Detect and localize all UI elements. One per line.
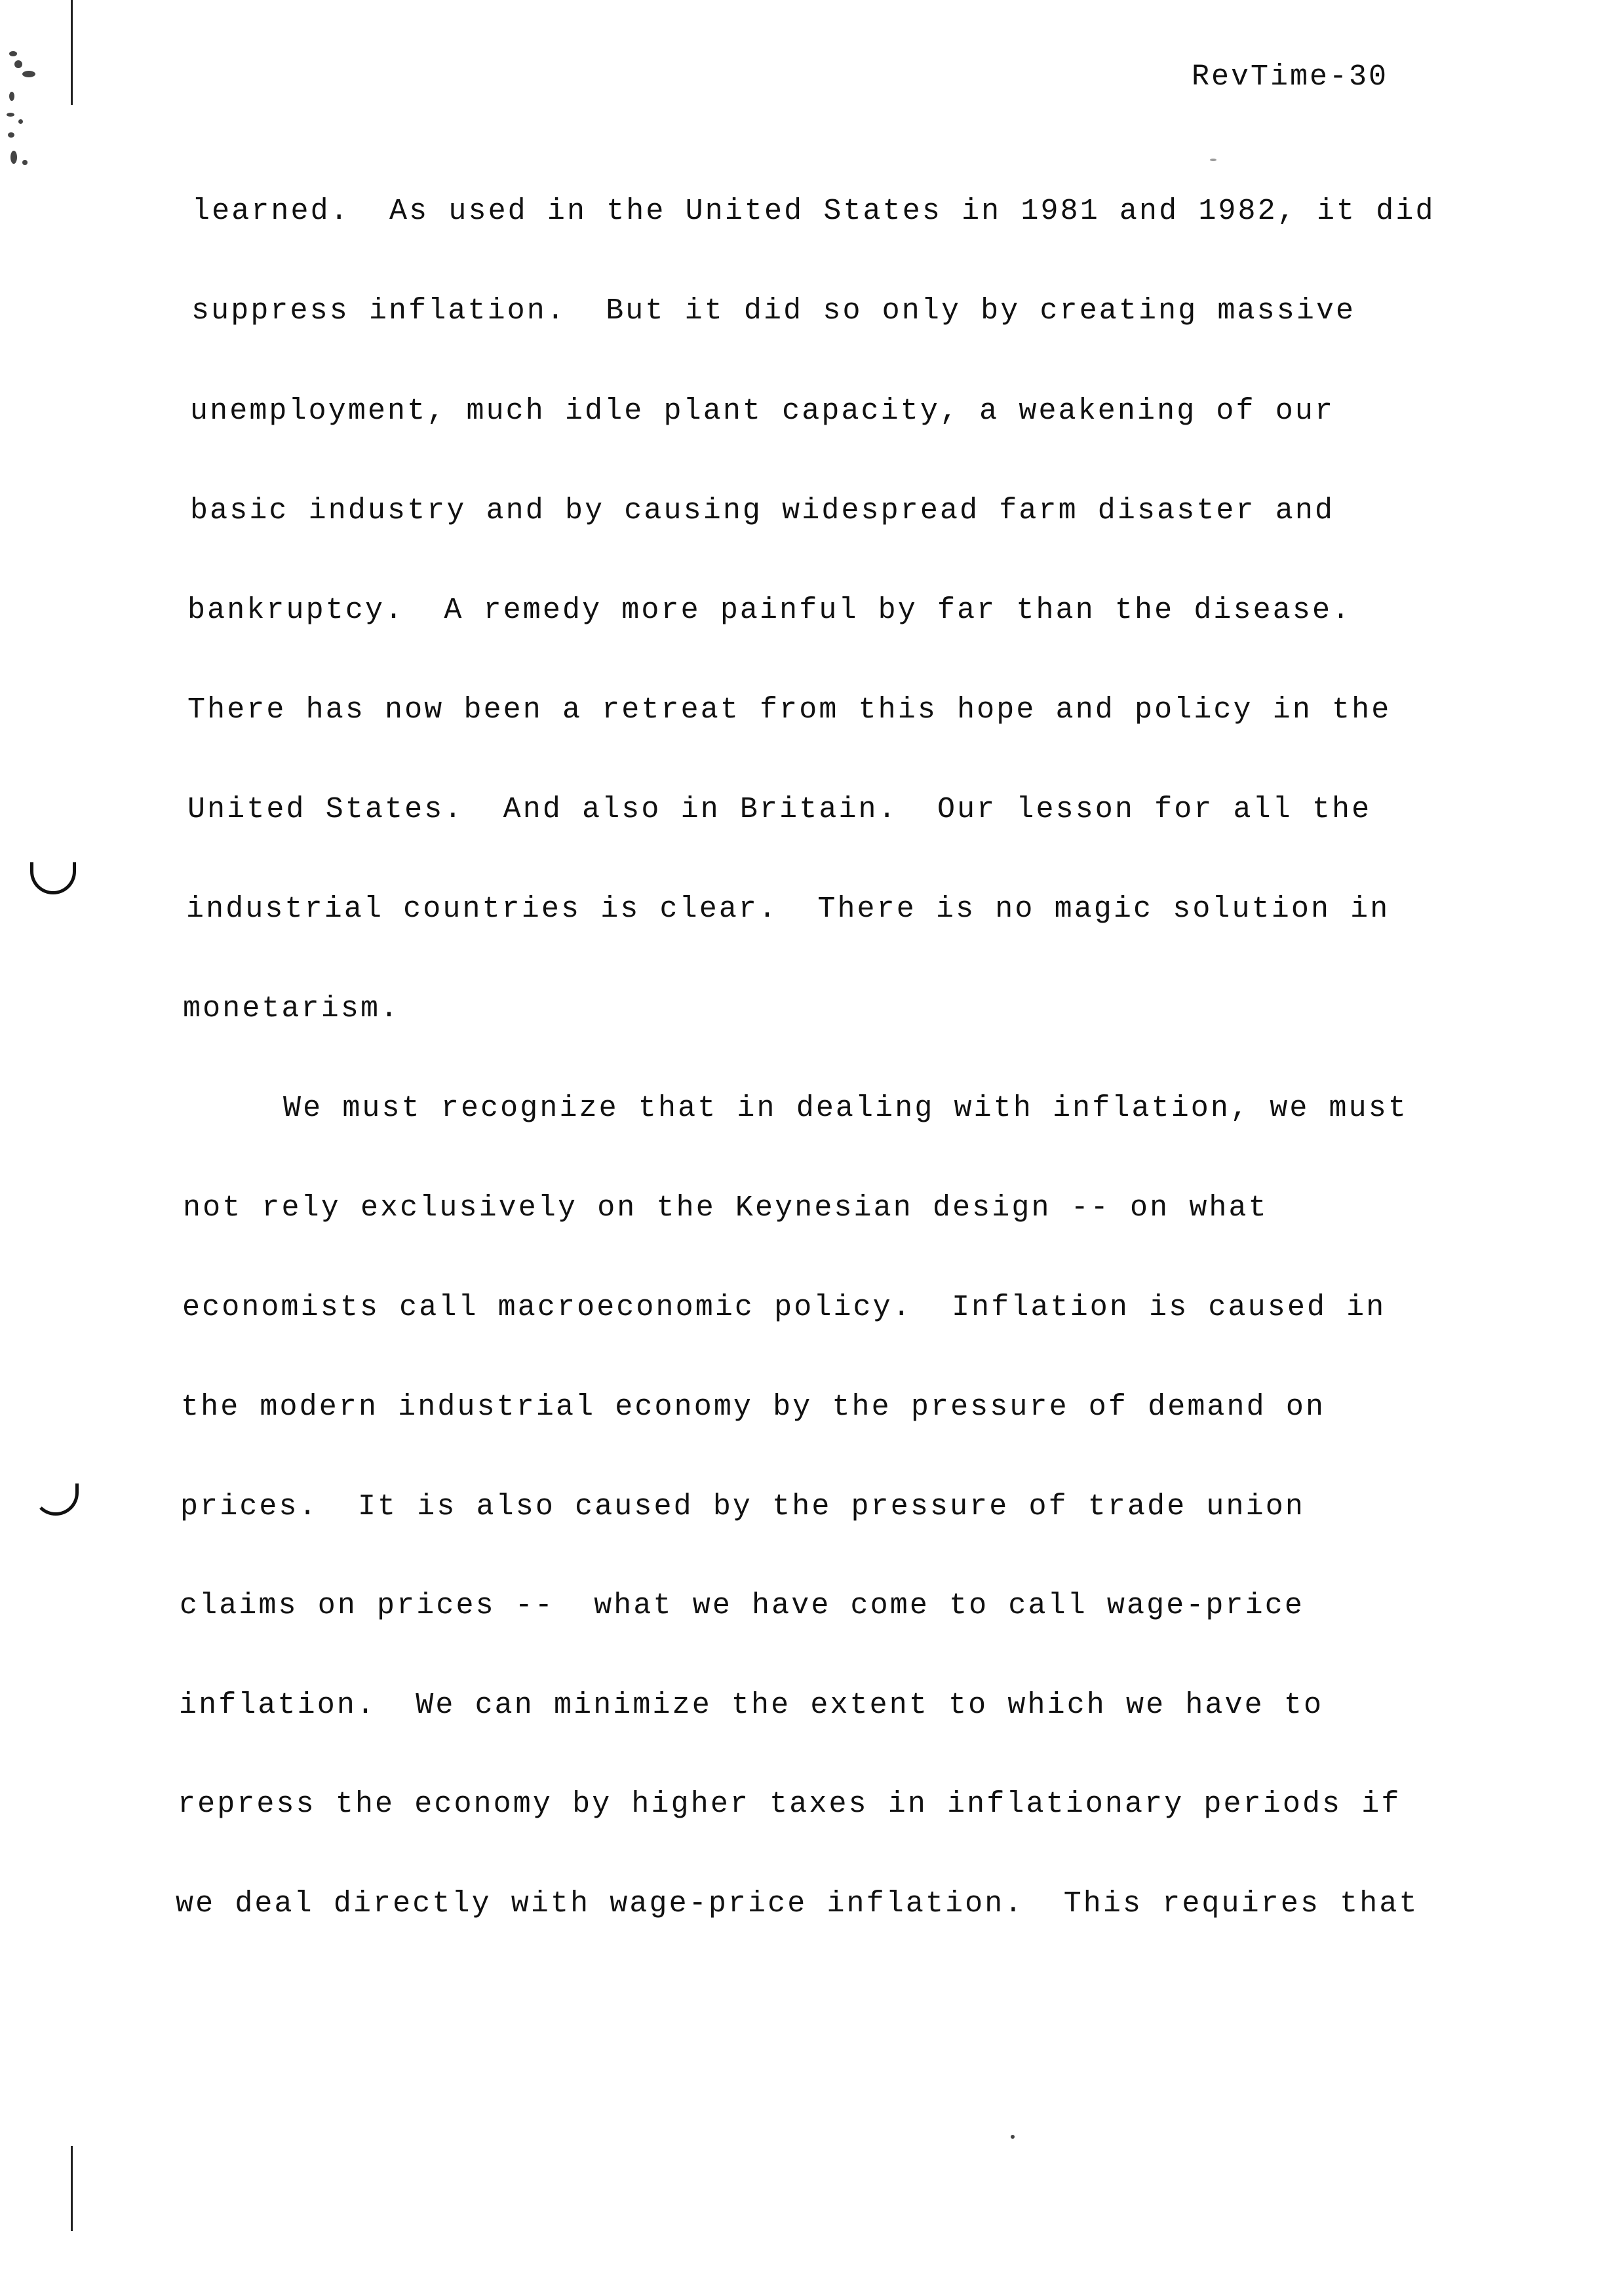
text-line: claims on prices -- what we have come to call wage-price <box>180 1589 1304 1622</box>
text-line: prices. It is also caused by the pressure of trade union <box>180 1490 1305 1523</box>
margin-smudge <box>9 51 17 56</box>
text-line: repress the economy by higher taxes in inflationary periods if <box>178 1788 1401 1821</box>
margin-smudge <box>22 160 28 165</box>
text-line: bankruptcy. A remedy more painful by far than the disease. <box>187 594 1352 627</box>
binder-edge-top <box>71 0 73 105</box>
text-line: United States. And also in Britain. Our lesson for all the <box>187 793 1372 826</box>
text-line: There has now been a retreat from this hope and policy in the <box>187 693 1391 727</box>
binder-edge-bottom <box>71 2146 73 2231</box>
margin-smudge <box>8 132 14 138</box>
margin-smudge <box>14 60 22 68</box>
staple-hole-mark <box>30 862 76 894</box>
text-line: suppress inflation. But it did so only by creating massive <box>191 294 1356 328</box>
text-line: not rely exclusively on the Keynesian design -- on what <box>183 1191 1268 1225</box>
text-line: economists call macroeconomic policy. Inflation is caused in <box>182 1291 1386 1324</box>
page-speck <box>1011 2135 1015 2139</box>
text-line: monetarism. <box>183 992 400 1025</box>
margin-smudge <box>9 92 14 101</box>
text-line: We must recognize that in dealing with inflation, we must <box>283 1092 1408 1125</box>
staple-hole-mark <box>33 1483 79 1516</box>
text-line: inflation. We can minimize the extent to which we have to <box>179 1689 1324 1722</box>
margin-smudge <box>7 113 14 117</box>
text-line: industrial countries is clear. There is no magic solution in <box>186 892 1390 926</box>
page-header: RevTime-30 <box>1192 60 1389 94</box>
text-line: basic industry and by causing widespread farm disaster and <box>190 494 1335 527</box>
margin-smudge <box>18 119 23 124</box>
page-speck <box>1210 159 1216 161</box>
text-line: unemployment, much idle plant capacity, a weakening of our <box>190 394 1335 428</box>
text-line: learned. As used in the United States in 1981 and 1982, it did <box>192 195 1435 228</box>
margin-smudge <box>10 151 17 164</box>
text-line: the modern industrial economy by the pressure of demand on <box>181 1390 1326 1424</box>
margin-smudge <box>22 71 35 77</box>
text-line: we deal directly with wage-price inflation. This requires that <box>176 1887 1419 1921</box>
